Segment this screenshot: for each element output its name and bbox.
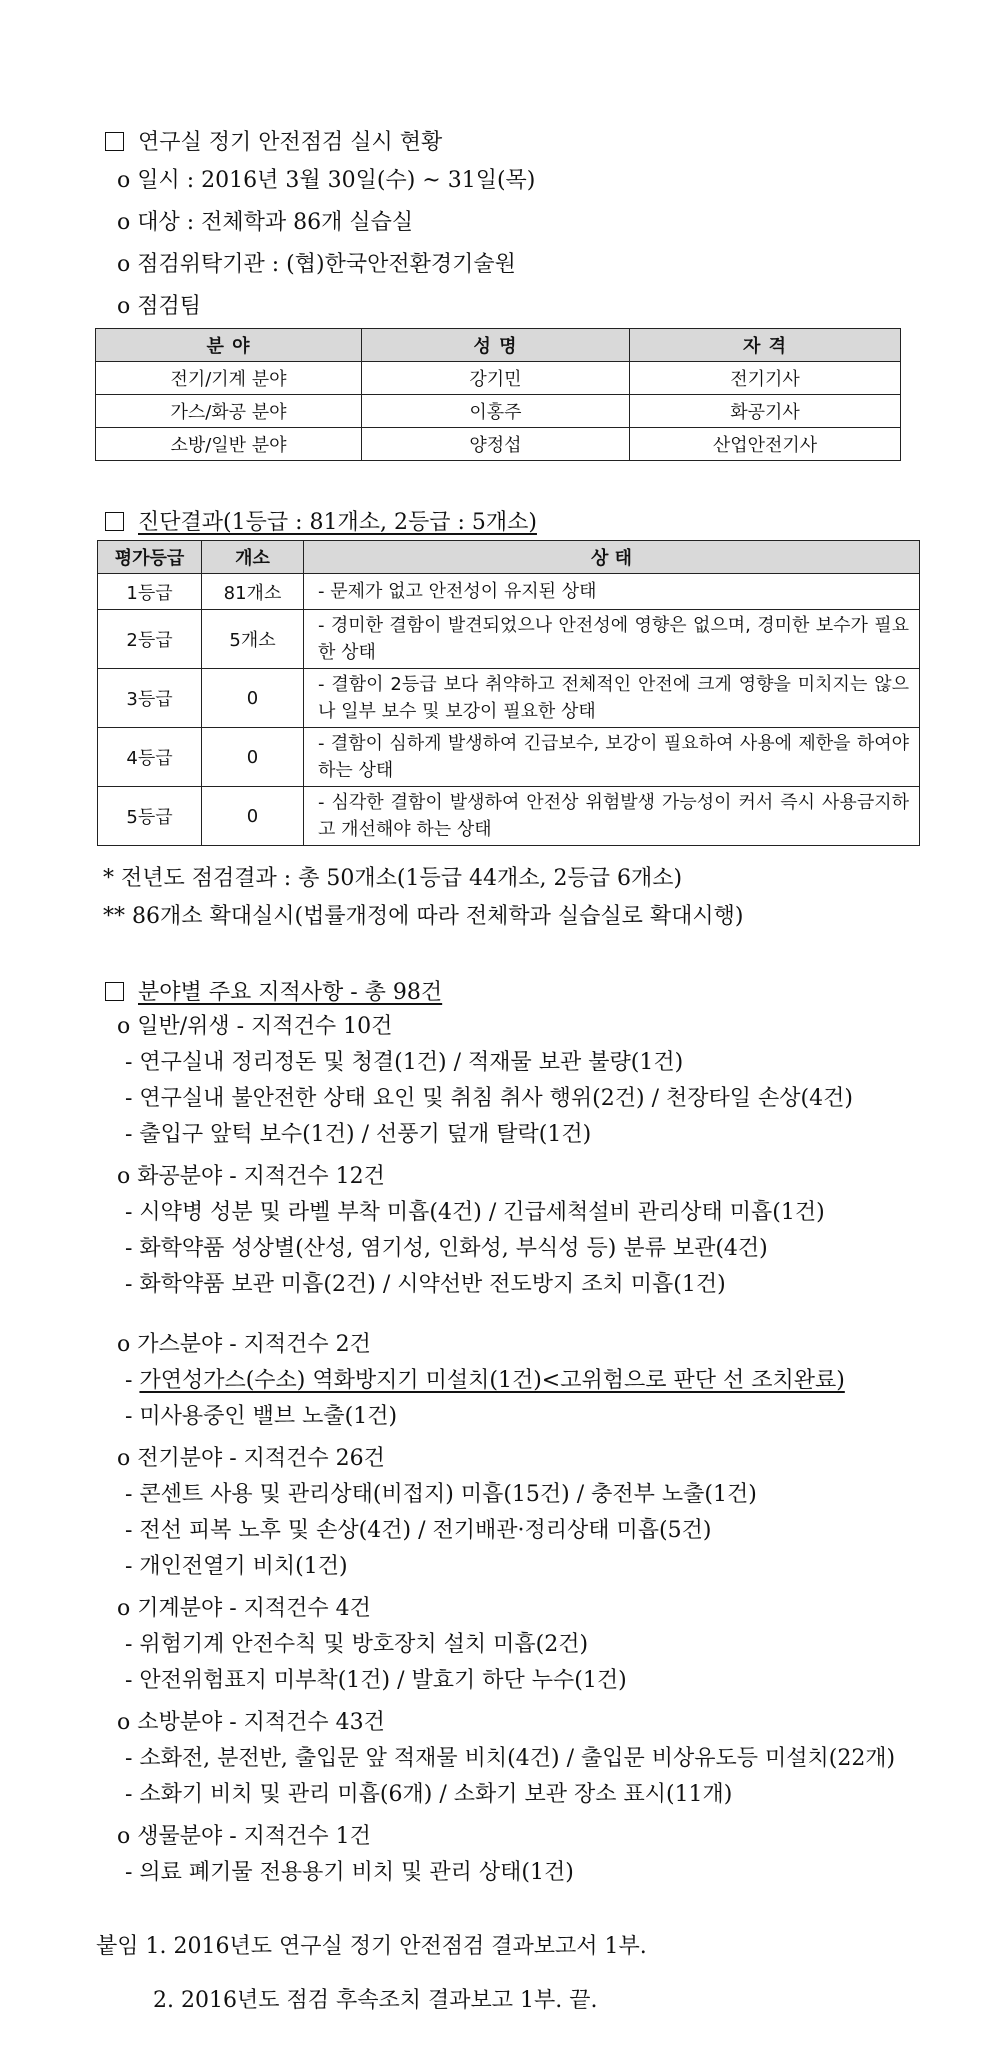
team-cell-name: 양정섭 <box>362 428 630 461</box>
count-cell: 0 <box>202 669 304 728</box>
list-item: - 위험기계 안전수칙 및 방호장치 설치 미흡(2건) <box>125 1632 589 1657</box>
section-title-text: 연구실 정기 안전점검 실시 현황 <box>138 130 443 155</box>
note-expansion: ** 86개소 확대실시(법률개정에 따라 전체학과 실습실로 확대시행) <box>103 904 744 929</box>
table-row <box>98 610 920 669</box>
list-item: - 안전위험표지 미부착(1건) / 발효기 하단 누수(1건) <box>125 1668 627 1693</box>
grade-cell: 4등급 <box>98 728 202 787</box>
table-row <box>98 574 920 610</box>
section-title-findings <box>105 978 442 1008</box>
status-cell: - 경미한 결함이 발견되었으나 안전성에 영향은 없으며, 경미한 보수가 필요한 상태 <box>304 610 920 669</box>
checkbox-icon <box>105 982 124 1001</box>
team-cell-name: 이홍주 <box>362 395 630 428</box>
list-item: - 화학약품 성상별(산성, 염기성, 인화성, 부식성 등) 분류 보관(4건) <box>125 1236 768 1261</box>
status-cell: - 결함이 심하게 발생하여 긴급보수, 보강이 필요하여 사용에 제한을 하여야 하는 상태 <box>304 728 920 787</box>
table-row <box>98 787 920 846</box>
team-table <box>95 328 901 461</box>
list-item: - 출입구 앞턱 보수(1건) / 선풍기 덮개 탈락(1건) <box>125 1122 592 1147</box>
table-row <box>96 428 901 461</box>
team-cell-field: 가스/화공 분야 <box>96 395 362 428</box>
category-heading: o 소방분야 - 지적건수 43건 <box>117 1710 385 1735</box>
section-title-text: 분야별 주요 지적사항 - 총 98건 <box>138 980 443 1005</box>
count-cell: 5개소 <box>202 610 304 669</box>
team-cell-field: 전기/기계 분야 <box>96 362 362 395</box>
table-row <box>96 395 901 428</box>
category-heading: o 일반/위생 - 지적건수 10건 <box>117 1014 393 1039</box>
list-item: - 의료 폐기물 전용용기 비치 및 관리 상태(1건) <box>125 1860 574 1885</box>
team-header-name: 성 명 <box>362 329 630 362</box>
table-row <box>98 669 920 728</box>
list-item-underlined: 가연성가스(수소) 역화방지기 미설치(1건)<고위험으로 판단 선 조치완료) <box>139 1368 845 1393</box>
team-cell-qualification: 전기기사 <box>630 362 901 395</box>
grade-header-status: 상 태 <box>304 541 920 574</box>
category-heading: o 가스분야 - 지적건수 2건 <box>117 1332 371 1357</box>
grade-table-header <box>98 541 920 574</box>
list-item: - 콘센트 사용 및 관리상태(비접지) 미흡(15건) / 충전부 노출(1건) <box>125 1482 757 1507</box>
list-item: - 연구실내 불안전한 상태 요인 및 취침 취사 행위(2건) / 천장타일 손상(4건) <box>125 1086 853 1111</box>
list-item: - 미사용중인 밸브 노출(1건) <box>125 1404 398 1429</box>
grade-header-count: 개소 <box>202 541 304 574</box>
status-cell: - 결함이 2등급 보다 취약하고 전체적인 안전에 크게 영향을 미치지는 않으나 일부 보수 및 보강이 필요한 상태 <box>304 669 920 728</box>
inspection-date: o 일시 : 2016년 3월 30일(수) ~ 31일(목) <box>117 168 536 193</box>
category-heading: o 기계분야 - 지적건수 4건 <box>117 1596 371 1621</box>
grade-header-grade: 평가등급 <box>98 541 202 574</box>
team-table-header <box>96 329 901 362</box>
team-cell-name: 강기민 <box>362 362 630 395</box>
list-item: - 개인전열기 비치(1건) <box>125 1554 348 1579</box>
list-item: - 시약병 성분 및 라벨 부착 미흡(4건) / 긴급세척설비 관리상태 미흡(1건) <box>125 1200 825 1225</box>
status-cell: - 심각한 결함이 발생하여 안전상 위험발생 가능성이 커서 즉시 사용금지하고 개선해야 하는 상태 <box>304 787 920 846</box>
attachment-1: 붙임 1. 2016년도 연구실 정기 안전점검 결과보고서 1부. <box>96 1934 647 1959</box>
team-header-field: 분 야 <box>96 329 362 362</box>
count-cell: 81개소 <box>202 574 304 610</box>
category-heading: o 화공분야 - 지적건수 12건 <box>117 1164 385 1189</box>
grade-table <box>97 540 920 846</box>
inspection-target: o 대상 : 전체학과 86개 실습실 <box>117 210 414 235</box>
count-cell: 0 <box>202 728 304 787</box>
checkbox-icon <box>105 132 124 151</box>
team-cell-field: 소방/일반 분야 <box>96 428 362 461</box>
list-item: - 화학약품 보관 미흡(2건) / 시약선반 전도방지 조치 미흡(1건) <box>125 1272 726 1297</box>
list-item: - 가연성가스(수소) 역화방지기 미설치(1건)<고위험으로 판단 선 조치완료) <box>125 1368 845 1393</box>
checkbox-icon <box>105 512 124 531</box>
grade-cell: 1등급 <box>98 574 202 610</box>
grade-cell: 5등급 <box>98 787 202 846</box>
section-title-diagnosis <box>105 508 537 538</box>
list-item: - 소화기 비치 및 관리 미흡(6개) / 소화기 보관 장소 표시(11개) <box>125 1782 733 1807</box>
grade-cell: 3등급 <box>98 669 202 728</box>
list-item: - 연구실내 정리정돈 및 청결(1건) / 적재물 보관 불량(1건) <box>125 1050 684 1075</box>
team-cell-qualification: 산업안전기사 <box>630 428 901 461</box>
count-cell: 0 <box>202 787 304 846</box>
category-heading: o 생물분야 - 지적건수 1건 <box>117 1824 371 1849</box>
list-item: - 전선 피복 노후 및 손상(4건) / 전기배관·정리상태 미흡(5건) <box>125 1518 712 1543</box>
inspection-agency: o 점검위탁기관 : (협)한국안전환경기술원 <box>117 252 516 277</box>
grade-cell: 2등급 <box>98 610 202 669</box>
team-header-qualification: 자 격 <box>630 329 901 362</box>
status-cell: - 문제가 없고 안전성이 유지된 상태 <box>304 574 920 610</box>
note-previous-year: * 전년도 점검결과 : 총 50개소(1등급 44개소, 2등급 6개소) <box>103 866 683 891</box>
category-heading: o 전기분야 - 지적건수 26건 <box>117 1446 385 1471</box>
table-row <box>98 728 920 787</box>
list-item: - 소화전, 분전반, 출입문 앞 적재물 비치(4건) / 출입문 비상유도등 미설치(22개) <box>125 1746 896 1771</box>
attachment-2: 2. 2016년도 점검 후속조치 결과보고 1부. 끝. <box>153 1988 598 2013</box>
section-title-text: 진단결과(1등급 : 81개소, 2등급 : 5개소) <box>138 510 537 535</box>
section-title-inspection-status <box>105 128 442 158</box>
inspection-team-label: o 점검팀 <box>117 294 201 319</box>
table-row <box>96 362 901 395</box>
team-cell-qualification: 화공기사 <box>630 395 901 428</box>
